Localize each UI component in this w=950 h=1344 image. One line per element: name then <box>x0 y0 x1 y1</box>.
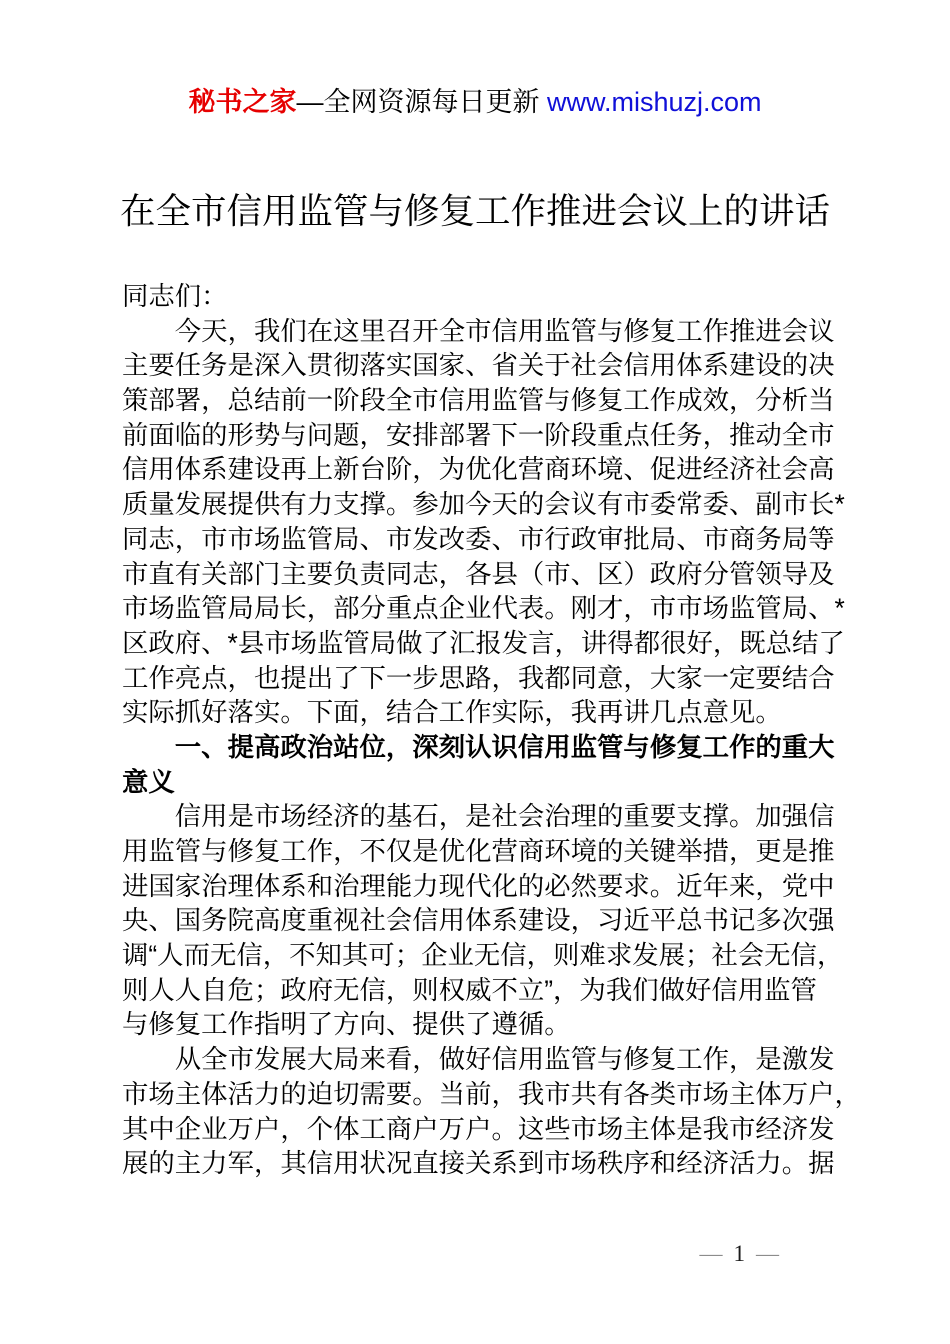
body-line: 信用是市场经济的基石，是社会治理的重要支撑。加强信 <box>174 801 835 832</box>
body-line: 同志们： <box>122 281 228 311</box>
section-heading-line: 一、提高政治站位，深刻认识信用监管与修复工作的重大 <box>174 731 835 762</box>
body-line: 主要任务是深入贯彻落实国家、省关于社会信用体系建设的决 <box>122 350 835 381</box>
body-line: 进国家治理体系和治理能力现代化的必然要求。近年来，党中 <box>122 870 835 901</box>
body-line: 与修复工作指明了方向、提供了遵循。 <box>122 1009 571 1040</box>
page-number-value: 1 <box>733 1241 745 1266</box>
body-line: 展的主力军，其信用状况直接关系到市场秩序和经济活力。据 <box>122 1148 835 1179</box>
site-url-link[interactable]: www.mishuzj.com <box>546 87 762 117</box>
body-line: 实际抓好落实。下面，结合工作实际，我再讲几点意见。 <box>122 697 782 728</box>
body-line: 质量发展提供有力支撑。参加今天的会议有市委常委、副市长* <box>122 489 845 520</box>
body-line: 今天，我们在这里召开全市信用监管与修复工作推进会议 <box>174 315 835 346</box>
body-line: 市场监管局局长，部分重点企业代表。刚才，市市场监管局、* <box>122 593 845 624</box>
body-line: 信用体系建设再上新台阶，为优化营商环境、促进经济社会高 <box>122 454 835 485</box>
body-line: 区政府、*县市场监管局做了汇报发言，讲得都很好，既总结了 <box>122 627 845 658</box>
body-line: 调“人而无信，不知其可；企业无信，则难求发展；社会无信， <box>122 940 844 971</box>
body-line: 策部署，总结前一阶段全市信用监管与修复工作成效，分析当 <box>122 385 835 416</box>
page-number <box>700 1241 780 1267</box>
site-brand: 秘书之家 <box>188 87 297 117</box>
body-line: 前面临的形势与问题，安排部署下一阶段重点任务，推动全市 <box>122 419 835 450</box>
body-line: 市直有关部门主要负责同志，各县（市、区）政府分管领导及 <box>122 558 835 589</box>
body-line: 则人人自危；政府无信，则权威不立”，为我们做好信用监管 <box>122 974 817 1005</box>
site-tagline: —全网资源每日更新 <box>296 87 547 117</box>
body-line: 从全市发展大局来看，做好信用监管与修复工作，是激发 <box>174 1044 835 1075</box>
body-line: 市场主体活力的迫切需要。当前，我市共有各类市场主体万户， <box>122 1078 861 1109</box>
body-line: 其中企业万户，个体工商户万户。这些市场主体是我市经济发 <box>122 1113 835 1144</box>
page-number-dash-left: — <box>699 1241 723 1266</box>
page-header <box>0 80 950 119</box>
body-line: 同志，市市场监管局、市发改委、市行政审批局、市商务局等 <box>122 523 835 554</box>
document-title: 在全市信用监管与修复工作推进会议上的讲话 <box>119 191 830 231</box>
section-heading-line: 意义 <box>122 766 175 797</box>
body-line: 工作亮点，也提出了下一步思路，我都同意，大家一定要结合 <box>122 662 835 693</box>
body-line: 央、国务院高度重视社会信用体系建设，习近平总书记多次强 <box>122 905 835 936</box>
document-body <box>122 279 861 1181</box>
body-line: 用监管与修复工作，不仅是优化营商环境的关键举措，更是推 <box>122 836 835 866</box>
page-number-dash-right: — <box>756 1241 779 1266</box>
